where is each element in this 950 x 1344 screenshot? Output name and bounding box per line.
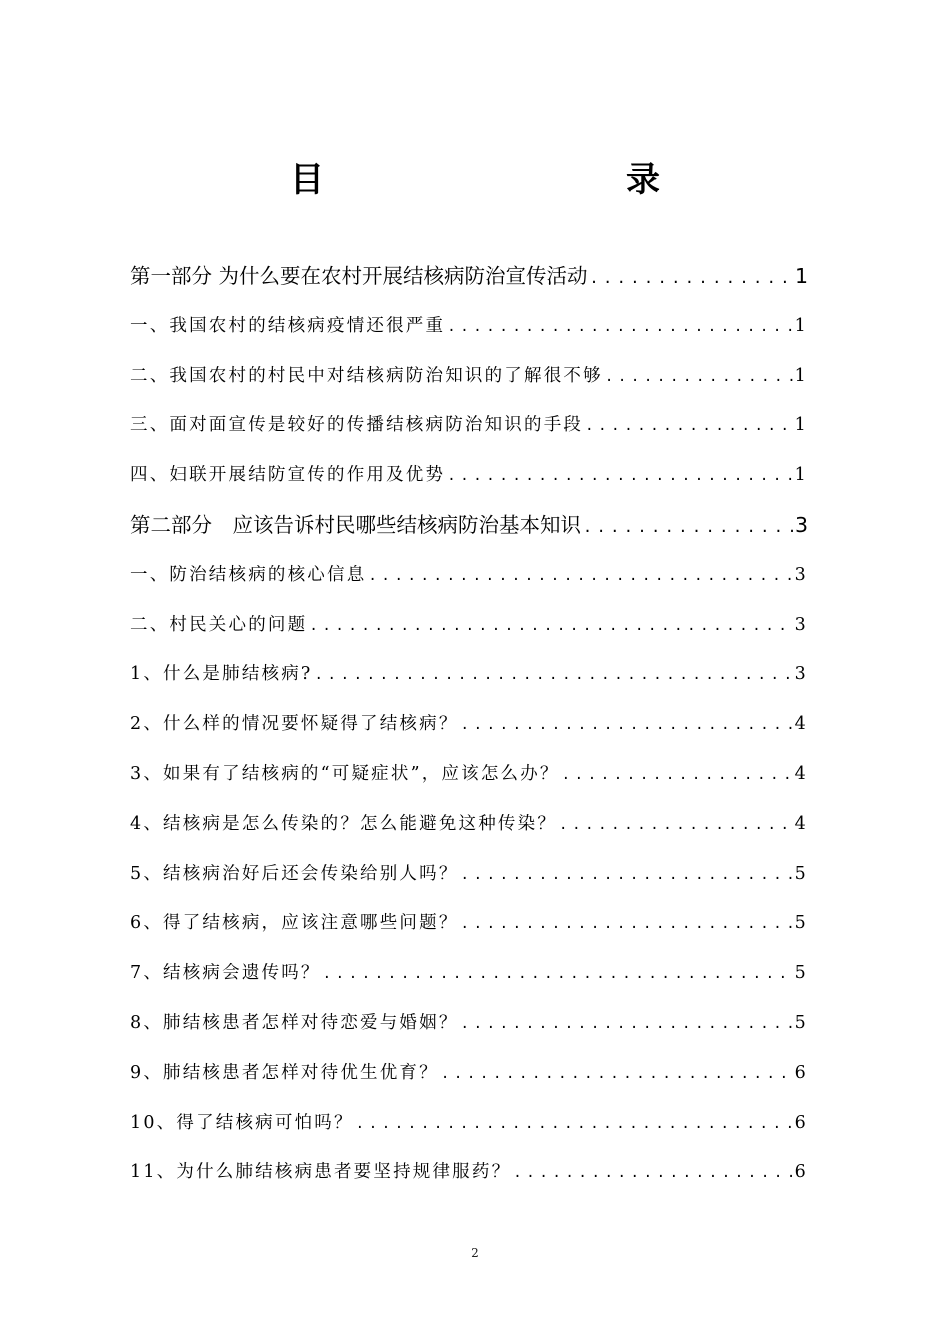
toc-entry[interactable] — [130, 1148, 808, 1198]
toc-entry[interactable] — [130, 401, 808, 451]
toc-dot-leader — [315, 651, 793, 700]
toc-dot-leader — [605, 353, 793, 402]
toc-entry[interactable] — [130, 800, 808, 850]
toc-entry-title: 四、妇联开展结防宣传的作用及优势 — [130, 465, 446, 486]
toc-entry[interactable] — [130, 601, 808, 651]
footer-page-number: 2 — [471, 1246, 479, 1260]
toc-entry-title: 一、我国农村的结核病疫情还很严重 — [130, 315, 446, 336]
toc-entry-title: 5、结核病治好后还会传染给别人吗？ — [130, 863, 459, 884]
toc-dot-leader — [441, 1050, 793, 1099]
toc-page-number: 4 — [794, 763, 808, 784]
toc-page-number: 4 — [794, 813, 808, 834]
toc-entry-title: 11、为什么肺结核病患者要坚持规律服药？ — [130, 1162, 512, 1183]
toc-page-number: 5 — [794, 863, 808, 884]
toc-entry-title: 第二部分 应该告诉村民哪些结核病防治基本知识 — [130, 512, 581, 537]
toc-page-number: 1 — [794, 465, 808, 486]
toc-entry[interactable] — [130, 352, 808, 402]
toc-entry[interactable] — [130, 850, 808, 900]
toc-entry[interactable] — [130, 551, 808, 601]
toc-dot-leader — [461, 900, 793, 949]
toc-page-number: 1 — [794, 415, 808, 436]
toc-page-number: 1 — [794, 365, 808, 386]
toc-page-number: 3 — [794, 512, 808, 537]
toc-dot-leader — [461, 1000, 793, 1049]
toc-entry[interactable] — [130, 700, 808, 750]
toc-dot-leader — [323, 950, 793, 999]
toc-entry-title: 第一部分 为什么要在农村开展结核病防治宣传活动 — [130, 264, 588, 288]
toc-dot-leader — [356, 1100, 793, 1149]
toc-entry-title: 10、得了结核病可怕吗？ — [130, 1112, 354, 1133]
toc-dot-leader — [559, 801, 793, 850]
toc-entry-title: 三、面对面宣传是较好的传播结核病防治知识的手段 — [130, 415, 584, 436]
toc-entry[interactable] — [130, 750, 808, 800]
toc-entry[interactable] — [130, 999, 808, 1049]
toc-entry-title: 8、肺结核患者怎样对待恋爱与婚姻？ — [130, 1012, 459, 1033]
toc-entry-title: 9、肺结核患者怎样对待优生优育？ — [130, 1062, 439, 1083]
toc-dot-leader — [461, 701, 793, 750]
toc-entry-title: 6、得了结核病，应该注意哪些问题？ — [130, 913, 459, 934]
toc-entry[interactable] — [130, 451, 808, 501]
toc-entry-title: 一、防治结核病的核心信息 — [130, 564, 367, 585]
toc-dot-leader — [461, 851, 793, 900]
toc-entry-title: 2、什么样的情况要怀疑得了结核病？ — [130, 714, 459, 735]
toc-entry[interactable] — [130, 949, 808, 999]
toc-entry-title: 二、我国农村的村民中对结核病防治知识的了解很不够 — [130, 365, 603, 386]
toc-page-number: 3 — [794, 664, 808, 685]
toc-page-number: 6 — [794, 1162, 808, 1183]
toc-page-number: 5 — [794, 963, 808, 984]
toc-entry-title: 7、结核病会遗传吗？ — [130, 963, 321, 984]
toc-dot-leader — [309, 602, 792, 651]
toc-part-heading[interactable] — [130, 252, 808, 302]
toc-entry[interactable] — [130, 650, 808, 700]
toc-entry-title: 3、如果有了结核病的“可疑症状”，应该怎么办？ — [130, 763, 560, 784]
toc-entry[interactable] — [130, 302, 808, 352]
toc-dot-leader — [562, 751, 793, 800]
toc-page-number: 5 — [794, 913, 808, 934]
toc-page-number: 4 — [794, 714, 808, 735]
toc-page-number: 3 — [794, 564, 808, 585]
toc-page-number: 1 — [794, 264, 808, 288]
toc-entry[interactable] — [130, 899, 808, 949]
toc-dot-leader — [583, 503, 793, 551]
toc-entry-title: 二、村民关心的问题 — [130, 614, 308, 635]
table-of-contents — [130, 252, 808, 1198]
toc-entry[interactable] — [130, 1099, 808, 1149]
toc-entry-title: 1、什么是肺结核病? — [130, 664, 313, 685]
toc-part-heading[interactable] — [130, 501, 808, 551]
toc-dot-leader — [447, 303, 792, 352]
toc-entry-title: 4、结核病是怎么传染的？怎么能避免这种传染？ — [130, 813, 558, 834]
toc-dot-leader — [590, 254, 793, 302]
toc-page-number: 5 — [794, 1012, 808, 1033]
toc-dot-leader — [447, 452, 792, 501]
toc-page-number: 3 — [794, 614, 808, 635]
toc-dot-leader — [368, 552, 792, 601]
toc-title: 目 录 — [290, 160, 738, 200]
toc-dot-leader — [585, 402, 793, 451]
toc-dot-leader — [513, 1149, 792, 1198]
toc-page-number: 6 — [794, 1112, 808, 1133]
toc-page-number: 1 — [794, 315, 808, 336]
toc-page-number: 6 — [794, 1062, 808, 1083]
toc-entry[interactable] — [130, 1049, 808, 1099]
